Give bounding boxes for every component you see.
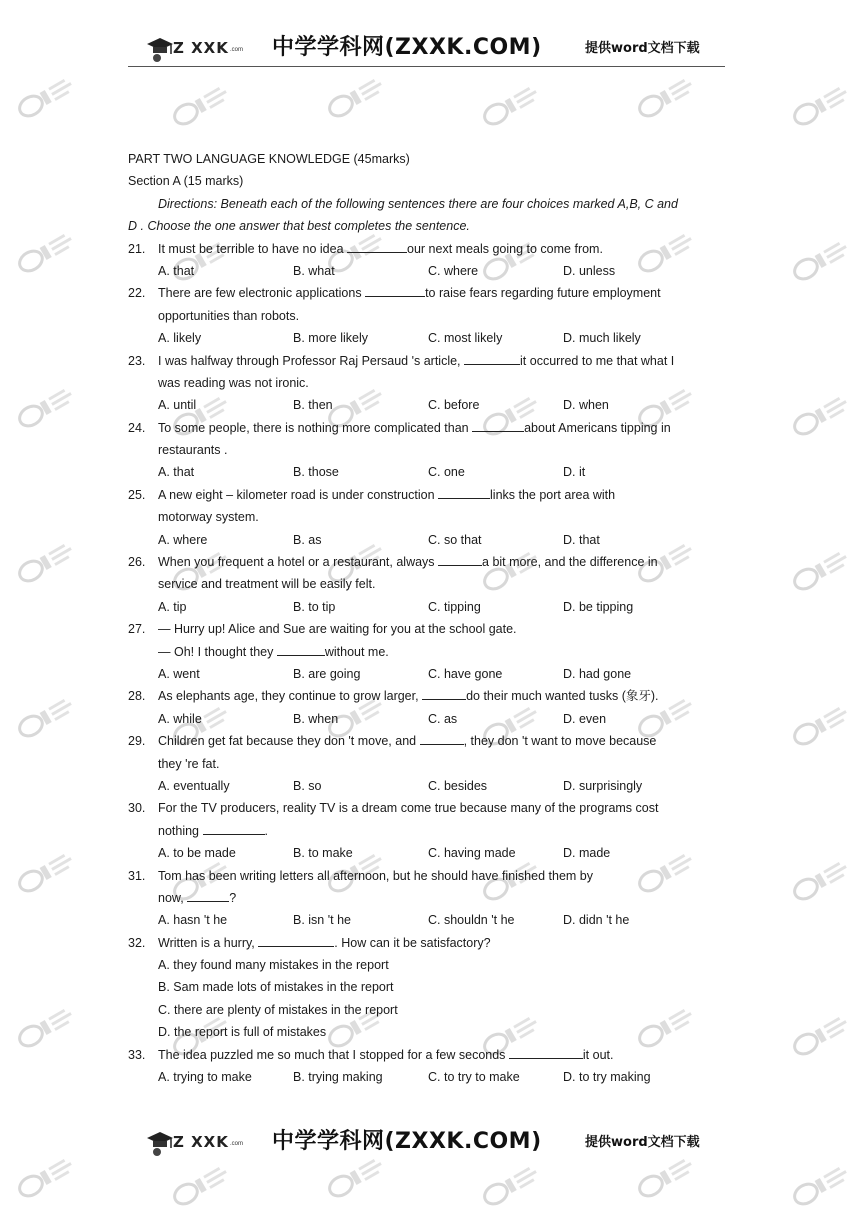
answer-blank[interactable]: [420, 732, 464, 745]
watermark-logo-icon: [785, 698, 850, 748]
answer-blank[interactable]: [365, 284, 425, 297]
option-c[interactable]: C. tipping: [428, 599, 481, 614]
question-26: [128, 551, 728, 573]
option-d[interactable]: D. it: [563, 465, 586, 480]
option-d[interactable]: D. had gone: [563, 666, 632, 681]
answer-blank[interactable]: [277, 643, 325, 656]
question-27: [128, 618, 728, 640]
question-text-before: For the TV producers, reality TV is a dream come true because many of the programs cost: [158, 801, 659, 816]
question-number: 22.: [128, 286, 146, 301]
watermark-logo-icon: [630, 70, 710, 120]
option-b[interactable]: B. are going: [293, 666, 361, 681]
answer-blank[interactable]: [258, 934, 334, 947]
site-name: 中学学科网(ZXXK.COM): [272, 35, 542, 60]
question-text-after: about Americans tipping in: [524, 420, 671, 435]
question-continuation: [128, 753, 728, 775]
continuation-text: — Oh! I thought they: [158, 644, 274, 659]
question-32: [128, 932, 728, 954]
question-number: 33.: [128, 1047, 146, 1062]
question-text-before: — Hurry up! Alice and Sue are waiting for you at the school gate.: [158, 622, 517, 637]
directions-line-1: Directions: Beneath each of the following sentences there are four choices marked A,B, C and: [158, 196, 678, 211]
option-a[interactable]: A. to be made: [158, 846, 236, 861]
option-d[interactable]: D. surprisingly: [563, 778, 643, 793]
header-rule: [128, 66, 725, 67]
question-text-before: When you frequent a hotel or a restaurant, always: [158, 555, 435, 570]
option-a[interactable]: A. trying to make: [158, 1070, 252, 1085]
continuation-text: was reading was not ironic.: [158, 375, 309, 390]
section-title: Section A (15 marks): [128, 174, 244, 189]
continuation-after: .: [264, 823, 268, 838]
watermark-logo-icon: [10, 225, 90, 275]
question-number: 32.: [128, 935, 146, 950]
answer-blank[interactable]: [438, 553, 482, 566]
question-number: 24.: [128, 420, 146, 435]
option-c[interactable]: C. so that: [428, 532, 482, 547]
question-29: [128, 730, 728, 752]
continuation-after: ?: [229, 890, 237, 905]
option-a[interactable]: A. likely: [158, 331, 202, 346]
continuation-text: motorway system.: [158, 510, 259, 525]
option-d[interactable]: D. to try making: [563, 1070, 651, 1085]
answer-options: [128, 327, 728, 349]
option-a[interactable]: A. that: [158, 465, 195, 480]
watermark-logo-icon: [785, 233, 850, 283]
question-text-after: links the port area with: [490, 487, 616, 502]
logo-text: Z XXK: [173, 39, 229, 57]
question-number: 21.: [128, 241, 146, 256]
option-c[interactable]: C. having made: [428, 846, 516, 861]
download-note: 提供word文档下载: [585, 41, 700, 56]
option-d[interactable]: D. that: [563, 532, 600, 547]
answer-blank[interactable]: [347, 240, 407, 253]
header-banner: [0, 28, 850, 68]
question-continuation: [128, 372, 728, 394]
continuation-text: service and treatment will be easily felt.: [158, 577, 376, 592]
option-c[interactable]: C. besides: [428, 778, 488, 793]
question-text-after: , they don 't want to move because: [463, 734, 657, 749]
question-continuation: [128, 641, 728, 663]
graduation-cap-icon: [145, 34, 175, 64]
answer-options: [128, 461, 728, 483]
watermark-logo-icon: [10, 70, 90, 120]
option-c[interactable]: C. as: [428, 711, 458, 726]
continuation-after: without me.: [324, 644, 389, 659]
option-a[interactable]: A. that: [158, 263, 195, 278]
footer-site-name: 中学学科网(ZXXK.COM): [272, 1129, 542, 1154]
question-text-after: a bit more, and the difference in: [482, 555, 658, 570]
question-continuation: [128, 573, 728, 595]
question-continuation: [128, 305, 728, 327]
option-b[interactable]: B. as: [293, 532, 322, 547]
question-continuation: [128, 887, 728, 909]
option-d[interactable]: D. much likely: [563, 331, 641, 346]
option-d[interactable]: D. even: [563, 711, 607, 726]
watermark-logo-icon: [475, 78, 555, 128]
watermark-logo-icon: [320, 70, 400, 120]
question-text-after: to raise fears regarding future employment: [425, 286, 661, 301]
question-25: [128, 484, 728, 506]
question-text-after: it out.: [582, 1047, 614, 1062]
answer-options: [128, 775, 728, 797]
option-b[interactable]: B. then: [293, 398, 333, 413]
option-d[interactable]: D. be tipping: [563, 599, 634, 614]
answer-blank[interactable]: [438, 486, 490, 499]
question-continuation: [128, 820, 728, 842]
answer-blank[interactable]: [187, 889, 229, 902]
question-text-before: Written is a hurry,: [158, 935, 255, 950]
question-number: 23.: [128, 353, 146, 368]
watermark-logo-icon: [165, 1158, 245, 1208]
continuation-text: now,: [158, 890, 184, 905]
question-text-after: it occurred to me that what I: [520, 353, 675, 368]
watermark-logo-icon: [475, 1158, 555, 1208]
option-b[interactable]: B. more likely: [293, 331, 369, 346]
option-d[interactable]: D. the report is full of mistakes: [158, 1025, 327, 1040]
option-b[interactable]: B. so: [293, 778, 322, 793]
option-c[interactable]: C. before: [428, 398, 480, 413]
option-a[interactable]: A. while: [158, 711, 202, 726]
continuation-text: opportunities than robots.: [158, 308, 300, 323]
question-number: 27.: [128, 622, 146, 637]
answer-blank[interactable]: [509, 1046, 583, 1059]
option-c[interactable]: C. to try to make: [428, 1070, 520, 1085]
watermark-logo-icon: [10, 690, 90, 740]
option-b[interactable]: B. to make: [293, 846, 353, 861]
continuation-text: nothing: [158, 823, 200, 838]
question-21: [128, 238, 728, 260]
exam-document: [128, 148, 728, 1088]
option-c[interactable]: C. where: [428, 263, 479, 278]
question-number: 25.: [128, 487, 146, 502]
question-22: [128, 282, 728, 304]
watermark-logo-icon: [165, 78, 245, 128]
option-a[interactable]: A. tip: [158, 599, 187, 614]
option-a[interactable]: A. they found many mistakes in the report: [158, 958, 389, 973]
question-text-before: Children get fat because they don 't move, and: [158, 734, 417, 749]
question-text-before: The idea puzzled me so much that I stopped for a few seconds: [158, 1047, 506, 1062]
question-continuation: [128, 439, 728, 461]
question-31: [128, 865, 728, 887]
question-number: 31.: [128, 868, 146, 883]
question-text-after: our next meals going to come from.: [407, 241, 603, 256]
option-d[interactable]: D. when: [563, 398, 609, 413]
footer-logo-text: Z XXK: [173, 1133, 229, 1151]
watermark-logo-icon: [785, 1008, 850, 1058]
option-a[interactable]: A. eventually: [158, 778, 230, 793]
watermark-logo-icon: [10, 535, 90, 585]
site-logo: [145, 34, 255, 64]
answer-options: [128, 708, 728, 730]
option-a[interactable]: A. where: [158, 532, 208, 547]
part-title: PART TWO LANGUAGE KNOWLEDGE (45marks): [128, 152, 410, 166]
question-text-before: Tom has been writing letters all afternoon, but he should have finished them by: [158, 868, 593, 883]
option-b[interactable]: B. trying making: [293, 1070, 383, 1085]
answer-options: [128, 663, 728, 685]
option-c[interactable]: C. most likely: [428, 331, 503, 346]
option-a[interactable]: A. hasn 't he: [158, 913, 228, 928]
question-text-before: It must be terrible to have no idea: [158, 241, 344, 256]
watermark-logo-icon: [785, 388, 850, 438]
watermark-logo-icon: [10, 845, 90, 895]
question-24: [128, 417, 728, 439]
option-b[interactable]: B. Sam made lots of mistakes in the report: [158, 980, 394, 995]
question-text-before: As elephants age, they continue to grow larger,: [158, 689, 419, 704]
footer-logo: [145, 1128, 255, 1158]
question-28: [128, 685, 728, 707]
question-number: 28.: [128, 689, 146, 704]
question-text-after: do their much wanted tusks (象牙).: [466, 689, 659, 704]
option-a[interactable]: A. went: [158, 666, 200, 681]
continuation-text: restaurants .: [158, 443, 228, 458]
option-b[interactable]: B. isn 't he: [293, 913, 351, 928]
watermark-logo-icon: [785, 78, 850, 128]
question-number: 26.: [128, 555, 146, 570]
footer-download-note: 提供word文档下载: [585, 1135, 700, 1150]
footer-logo-sub: .com: [230, 1141, 244, 1147]
option-d[interactable]: D. made: [563, 846, 611, 861]
answer-options: [128, 529, 728, 551]
answer-options: [128, 909, 728, 931]
option-c[interactable]: C. there are plenty of mistakes in the report: [158, 1002, 398, 1017]
question-text-before: There are few electronic applications: [158, 286, 362, 301]
option-b[interactable]: B. what: [293, 263, 335, 278]
question-30: [128, 797, 728, 819]
option-c[interactable]: C. one: [428, 465, 465, 480]
question-23: [128, 350, 728, 372]
question-list: [128, 238, 728, 1089]
question-text-before: A new eight – kilometer road is under construction: [158, 487, 435, 502]
question-number: 29.: [128, 734, 146, 749]
logo-sub: .com: [230, 47, 244, 53]
directions-line-2: D . Choose the one answer that best completes the sentence.: [128, 219, 470, 234]
question-continuation: [128, 506, 728, 528]
option-b[interactable]: B. those: [293, 465, 339, 480]
option-b[interactable]: B. to tip: [293, 599, 336, 614]
continuation-text: they 're fat.: [158, 756, 220, 771]
answer-options: [128, 394, 728, 416]
watermark-logo-icon: [785, 853, 850, 903]
question-number: 30.: [128, 801, 146, 816]
footer-banner: [0, 1122, 850, 1162]
answer-blank[interactable]: [472, 419, 524, 432]
option-d[interactable]: D. didn 't he: [563, 913, 630, 928]
graduation-cap-icon: [145, 1128, 175, 1158]
answer-options: [128, 596, 728, 618]
answer-blank[interactable]: [464, 352, 520, 365]
answer-options: [128, 1066, 728, 1088]
option-a[interactable]: A. until: [158, 398, 197, 413]
watermark-logo-icon: [10, 380, 90, 430]
answer-blank[interactable]: [203, 822, 265, 835]
option-c[interactable]: C. have gone: [428, 666, 503, 681]
question-33: [128, 1044, 728, 1066]
answer-options: [128, 260, 728, 282]
watermark-logo-icon: [785, 1158, 850, 1208]
watermark-logo-icon: [785, 543, 850, 593]
question-text-before: To some people, there is nothing more complicated than: [158, 420, 469, 435]
answer-blank[interactable]: [422, 687, 466, 700]
option-c[interactable]: C. shouldn 't he: [428, 913, 515, 928]
option-d[interactable]: D. unless: [563, 263, 616, 278]
watermark-logo-icon: [10, 1000, 90, 1050]
option-b[interactable]: B. when: [293, 711, 339, 726]
question-text-after: . How can it be satisfactory?: [334, 935, 491, 950]
question-text-before: I was halfway through Professor Raj Persaud 's article,: [158, 353, 461, 368]
answer-options: [128, 842, 728, 864]
